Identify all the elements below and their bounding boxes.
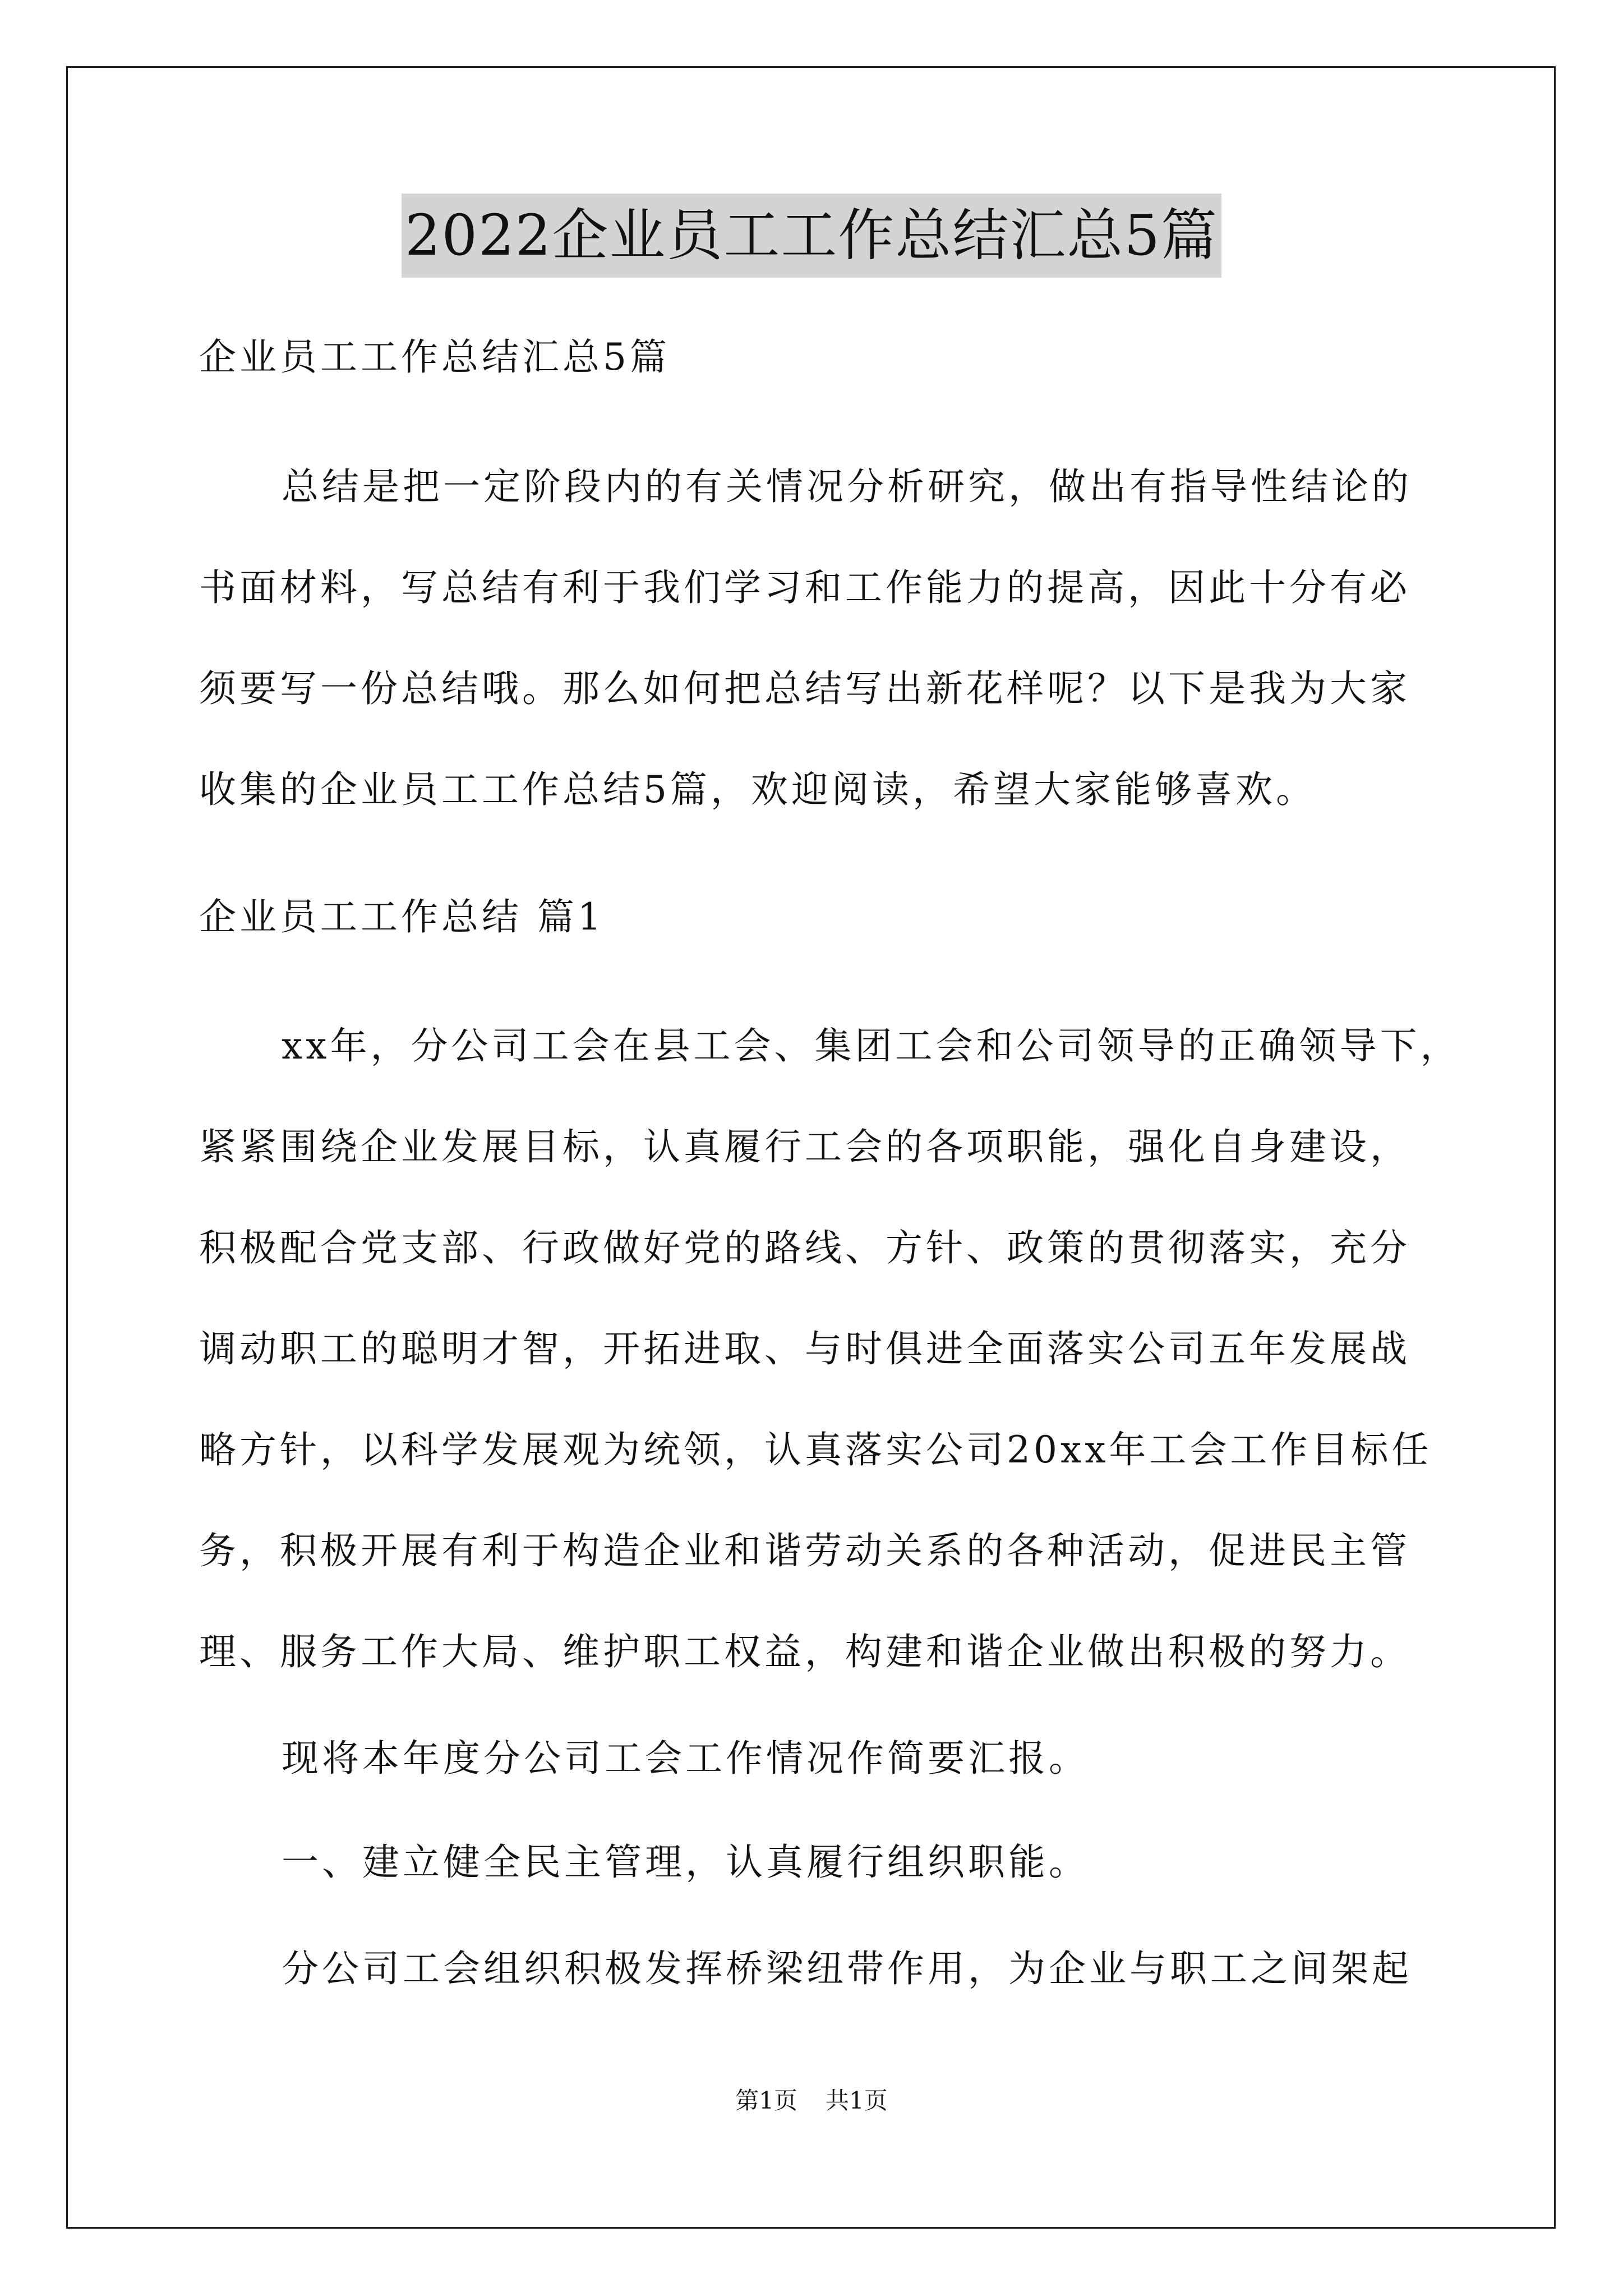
paragraph-line: 积极配合党支部、行政做好党的路线、方针、政策的贯彻落实，充分: [199, 1226, 1410, 1269]
paragraph-line: 现将本年度分公司工会工作情况作简要汇报。: [282, 1737, 1089, 1780]
paragraph-line: 务，积极开展有利于构造企业和谐劳动关系的各种活动，促进民主管: [199, 1529, 1410, 1572]
page-number: 第1页: [735, 2087, 797, 2114]
paragraph-line: 收集的企业员工工作总结5篇，欢迎阅读，希望大家能够喜欢。: [199, 768, 1316, 811]
paragraph-line: 总结是把一定阶段内的有关情况分析研究，做出有指导性结论的: [282, 465, 1412, 508]
paragraph-line: 书面材料，写总结有利于我们学习和工作能力的提高，因此十分有必: [199, 566, 1410, 609]
page-total: 共1页: [826, 2087, 888, 2114]
paragraph-line: 紧紧围绕企业发展目标，认真履行工会的各项职能，强化自身建设，: [199, 1125, 1410, 1168]
document-title: [0, 194, 1623, 278]
section-heading: 企业员工工作总结 篇1: [199, 895, 605, 938]
page-footer: [0, 2084, 1623, 2118]
paragraph-line: 调动职工的聪明才智，开拓进取、与时俱进全面落实公司五年发展战: [199, 1327, 1410, 1370]
paragraph-line: 须要写一份总结哦。那么如何把总结写出新花样呢？以下是我为大家: [199, 667, 1410, 710]
paragraph-line: 分公司工会组织积极发挥桥梁纽带作用，为企业与职工之间架起: [282, 1947, 1412, 1990]
document-title-text: 2022企业员工工作总结汇总5篇: [402, 194, 1221, 278]
paragraph-line: 一、建立健全民主管理，认真履行组织职能。: [282, 1841, 1089, 1884]
paragraph-line: 略方针，以科学发展观为统领，认真落实公司20xx年工会工作目标任: [199, 1428, 1432, 1471]
paragraph-line: 理、服务工作大局、维护职工权益，构建和谐企业做出积极的努力。: [199, 1630, 1410, 1673]
document-subtitle: 企业员工工作总结汇总5篇: [199, 335, 670, 379]
paragraph-line: xx年，分公司工会在县工会、集团工会和公司领导的正确领导下，: [282, 1024, 1461, 1068]
